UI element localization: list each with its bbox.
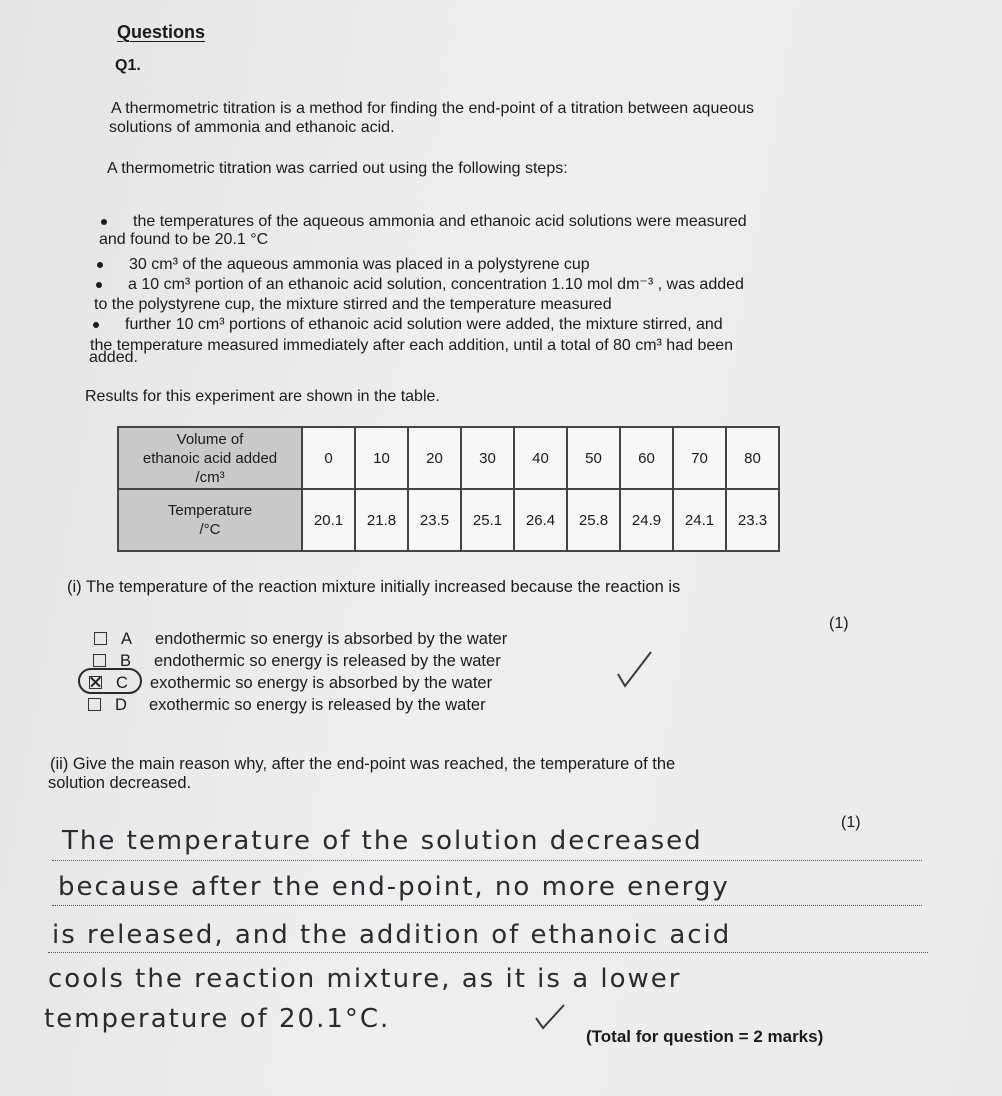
intro-line-2: solutions of ammonia and ethanoic acid. [109,119,395,136]
steps-intro: A thermometric titration was carried out using the following steps: [107,160,568,177]
checkbox-icon[interactable] [94,632,107,645]
step-1: the temperatures of the aqueous ammonia and ethanoic acid solutions were measured [101,213,747,231]
intro-line-1: A thermometric titration is a method for finding the end-point of a titration between aqueous [111,100,755,117]
part-ii-question-line-1: (ii) Give the main reason why, after the end-point was reached, the temperature of the [50,755,676,773]
option-b[interactable]: B endothermic so energy is released by the water [93,652,501,671]
results-table [117,426,780,552]
volume-cell: 0 [302,427,355,489]
bullet-icon [96,282,102,288]
volume-cell: 80 [726,427,779,489]
total-marks: (Total for question = 2 marks) [586,1027,824,1046]
step-2: 30 cm³ of the aqueous ammonia was placed in a polystyrene cup [97,256,590,274]
temperature-header: Temperature /°C [118,489,302,551]
volume-cell: 20 [408,427,461,489]
temperature-cell: 26.4 [514,489,567,551]
bullet-icon [97,262,103,268]
bullet-icon [93,322,99,328]
volume-cell: 40 [514,427,567,489]
temperature-cell: 25.8 [567,489,620,551]
volume-cell: 50 [567,427,620,489]
volume-cell: 30 [461,427,514,489]
handwritten-answer-line-4: cools the reaction mixture, as it is a lower [48,964,682,994]
results-intro: Results for this experiment are shown in the table. [85,388,440,405]
part-i-question: (i) The temperature of the reaction mixture initially increased because the reaction is [67,578,681,596]
checkbox-icon[interactable] [88,698,101,711]
tick-mark-icon [615,648,655,690]
answer-line [52,905,922,906]
option-a[interactable]: A endothermic so energy is absorbed by the water [94,630,507,649]
step-4-end: added. [89,349,138,366]
volume-cell: 70 [673,427,726,489]
handwritten-answer-line-5: temperature of 20.1°C. [44,1004,391,1034]
option-c[interactable]: C exothermic so energy is absorbed by the water [89,674,492,693]
step-4-cont: the temperature measured immediately after each addition, until a total of 80 cm³ had been [90,337,734,354]
temperature-cell: 21.8 [355,489,408,551]
step-4: further 10 cm³ portions of ethanoic acid solution were added, the mixture stirred, and [93,316,723,334]
temperature-cell: 23.5 [408,489,461,551]
handwritten-answer-line-3: is released, and the addition of ethanoic acid [52,920,732,950]
volume-header: Volume of ethanoic acid added /cm³ [118,427,302,489]
step-3: a 10 cm³ portion of an ethanoic acid solution, concentration 1.10 mol dm⁻³ , was added [96,276,744,294]
table-row [118,427,779,489]
table-row [118,489,779,551]
option-d[interactable]: D exothermic so energy is released by the water [88,696,486,715]
answer-line [48,952,928,953]
step-3-cont: to the polystyrene cup, the mixture stirred and the temperature measured [94,296,612,313]
handwritten-answer-line-1: The temperature of the solution decreased [62,826,703,856]
volume-cell: 60 [620,427,673,489]
handwritten-answer-line-2: because after the end-point, no more energy [58,872,730,902]
part-ii-marks: (1) [841,814,861,831]
temperature-cell: 25.1 [461,489,514,551]
tick-mark-icon [533,1002,567,1032]
bullet-icon [101,219,107,225]
answer-line [52,860,922,861]
temperature-cell: 20.1 [302,489,355,551]
checkbox-icon[interactable] [93,654,106,667]
answer-circle-mark [78,668,142,694]
part-ii-question-line-2: solution decreased. [48,774,192,792]
volume-cell: 10 [355,427,408,489]
temperature-cell: 24.9 [620,489,673,551]
temperature-cell: 24.1 [673,489,726,551]
step-1-cont: and found to be 20.1 °C [99,231,269,248]
temperature-cell: 23.3 [726,489,779,551]
question-number: Q1. [115,57,141,74]
page-heading: Questions [117,22,206,42]
part-i-marks: (1) [829,615,849,632]
